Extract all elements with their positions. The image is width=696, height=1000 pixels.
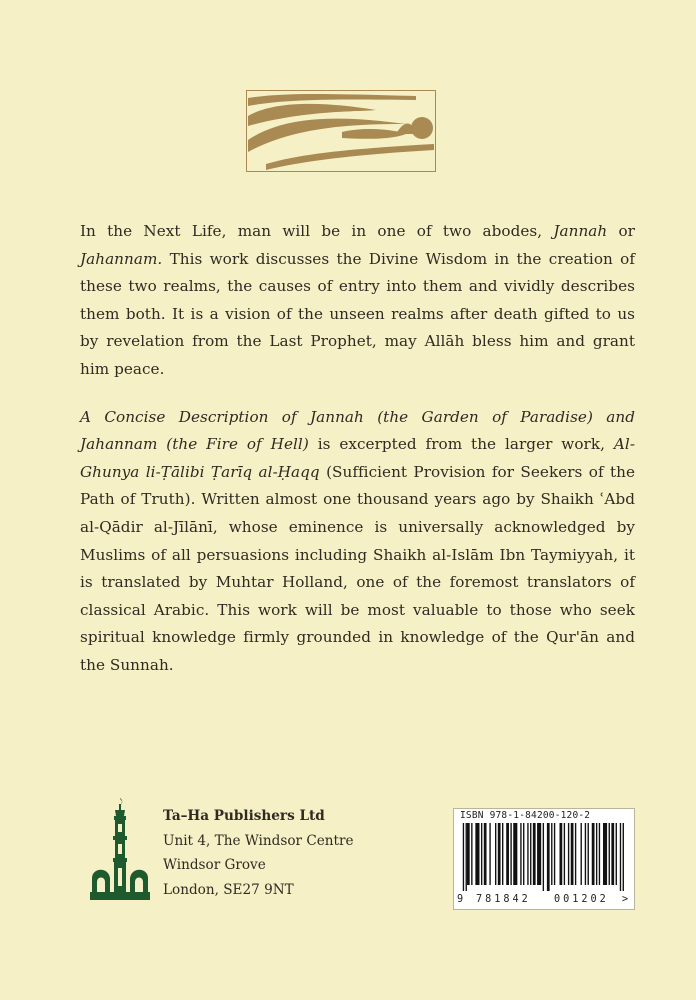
barcode-bar bbox=[506, 823, 509, 885]
address-line-2: Windsor Grove bbox=[163, 857, 266, 873]
barcode-bar bbox=[554, 823, 555, 885]
barcode-bar bbox=[571, 823, 574, 885]
barcode-bar bbox=[588, 823, 589, 885]
barcode-bar bbox=[603, 823, 607, 885]
barcode-digits-group-1: 781842 bbox=[476, 894, 531, 905]
barcode-bar bbox=[560, 823, 563, 885]
barcode-bar bbox=[530, 823, 531, 885]
barcode-bar bbox=[502, 823, 503, 885]
barcode-bar bbox=[581, 823, 582, 885]
barcode-bar bbox=[481, 823, 482, 885]
publisher-address-block bbox=[163, 804, 354, 902]
barcode-bar bbox=[513, 823, 517, 885]
barcode-digits-group-2: 001202 bbox=[554, 894, 609, 905]
barcode-bar bbox=[609, 823, 610, 885]
barcode-bar bbox=[466, 823, 467, 891]
barcode-bar bbox=[543, 823, 544, 891]
barcode-bar bbox=[510, 823, 511, 885]
text-run: Al-Ghunya li-Ṭālibi Ṭarīq al-Ḥaqq bbox=[80, 435, 635, 481]
barcode-bar bbox=[620, 823, 621, 891]
text-run: Jannah bbox=[553, 222, 608, 240]
barcode-bar bbox=[551, 823, 552, 885]
text-run: is excerpted from the larger work, bbox=[308, 435, 614, 454]
blurb-paragraph-2 bbox=[80, 404, 635, 680]
barcode-bar bbox=[623, 823, 624, 891]
barcode-bar bbox=[564, 823, 565, 885]
isbn-label: ISBN 978-1-84200-120-2 bbox=[460, 810, 591, 821]
mosque-minaret-logo-icon bbox=[90, 798, 150, 902]
text-run: In the Next Life, man will be in one of two abodes, bbox=[80, 222, 554, 240]
barcode-bar bbox=[547, 823, 550, 891]
calligraphy-emblem-icon bbox=[246, 90, 436, 172]
text-run: (Sufficient Provision for Seekers of the Path of Truth). Written almost one thousand years ago by Shaikh ʿAbd al-Qādir al-Jīlānī, whose eminence is universally acknowledged by Muslims of all persuasions including Shaikh al-Islām Ibn Taymiyyah, it is translated by Muhtar Holland, one of the foremost translators of classical Arabic. This work will be most valuable to those who seek spiritual knowledge firmly grounded in knowledge of the Qur'ān and the Sunnah. bbox=[80, 462, 636, 674]
address-line-3: London, SE27 9NT bbox=[163, 881, 294, 898]
barcode-bar bbox=[498, 823, 501, 885]
barcode-bar bbox=[575, 823, 576, 885]
barcode-bar bbox=[520, 823, 521, 885]
barcode-bar bbox=[523, 823, 524, 885]
text-run: or bbox=[607, 222, 635, 240]
barcode-bars bbox=[460, 823, 628, 891]
barcode-bar bbox=[599, 823, 600, 885]
barcode-bar bbox=[537, 823, 541, 885]
barcode-bar bbox=[484, 823, 487, 885]
barcode-bar bbox=[489, 823, 490, 885]
barcode-bar bbox=[471, 823, 472, 885]
barcode-bar bbox=[611, 823, 614, 885]
barcode-bar bbox=[596, 823, 597, 885]
text-run: Jahannam. bbox=[80, 249, 163, 268]
text-run: A Concise Description of Jannah (the Garden of Paradise) and Jahannam (the Fire of Hell) bbox=[80, 407, 635, 454]
barcode-bar bbox=[592, 823, 595, 885]
barcode-bar bbox=[616, 823, 617, 885]
back-cover-blurb bbox=[80, 218, 635, 680]
barcode-bar bbox=[527, 823, 528, 885]
barcode-bar bbox=[568, 823, 569, 885]
address-line-1: Unit 4, The Windsor Centre bbox=[163, 832, 354, 849]
barcode-digits-end: > bbox=[622, 894, 629, 905]
barcode-bar bbox=[463, 823, 464, 891]
barcode-bar bbox=[585, 823, 586, 885]
text-run: This work discusses the Divine Wisdom in the creation of these two realms, the causes of entry into them and vividly describes them both. It is a vision of the unseen realms after death gifted to us by revelation from the Last Prophet, may Allāh bless him and grant him peace. bbox=[80, 249, 635, 378]
blurb-paragraph-1 bbox=[80, 218, 635, 384]
barcode-bar bbox=[495, 823, 496, 885]
isbn-barcode bbox=[453, 808, 635, 910]
barcode-bar bbox=[467, 823, 470, 885]
publisher-name: Ta–Ha Publishers Ltd bbox=[163, 808, 325, 824]
barcode-bar bbox=[533, 823, 536, 885]
barcode-digit-first: 9 bbox=[457, 894, 464, 905]
barcode-bar bbox=[475, 823, 479, 885]
